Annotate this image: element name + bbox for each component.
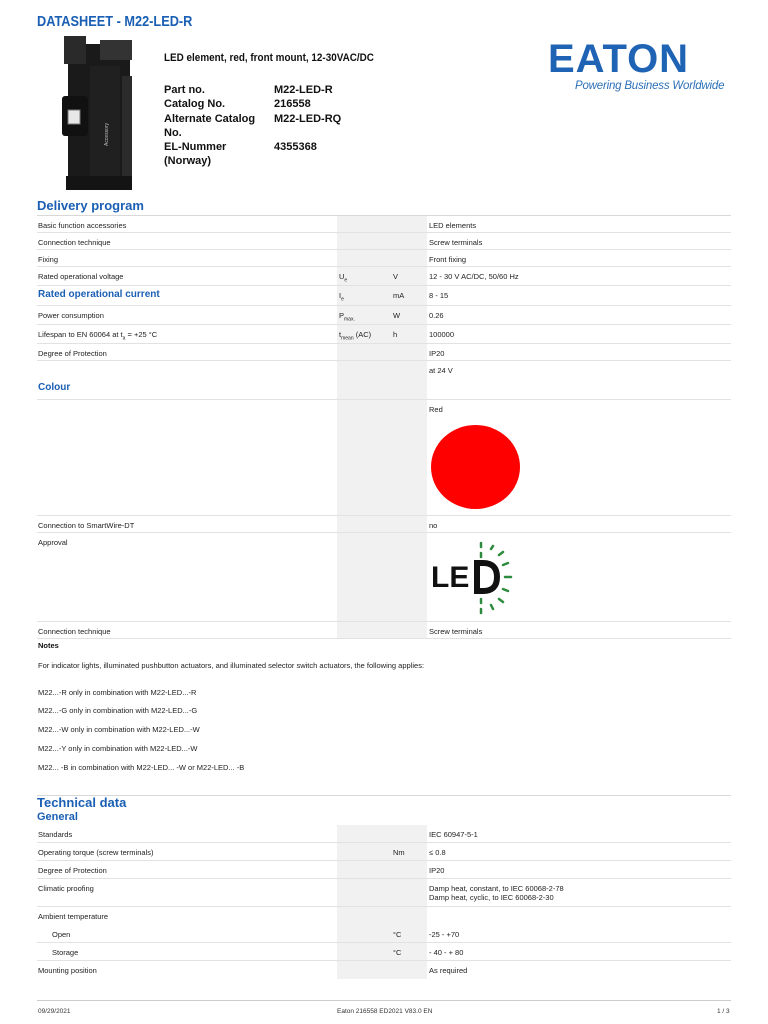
table-row [37,943,731,961]
cell-symbol: $I_e$ [337,286,391,305]
table-row [37,879,731,907]
table-row [37,843,731,861]
cell-value: Screw terminals [429,238,483,247]
cell-symbol [337,233,391,249]
svg-text:Accessory: Accessory [104,122,110,146]
cell-unit [391,361,427,378]
table-row [37,400,731,417]
cell-label: Connection technique [38,627,111,636]
cell-value: Red [429,405,443,414]
cell-label: Connection technique [38,238,111,247]
climatic-line: Damp heat, constant, to IEC 60068-2-78 [429,884,564,893]
product-photo [60,36,146,194]
svg-text:EATON: EATON [548,38,686,81]
table-row [37,286,731,306]
table-row [37,516,731,533]
cell-unit: Nm [391,843,427,860]
cell-label: Colour [38,382,71,393]
cell-label: Fixing [38,255,59,264]
cell-label: Connection to SmartWire-DT [38,521,135,530]
cell-value [429,533,729,621]
cell-unit [391,622,427,638]
cell-unit: V [391,267,427,285]
table-row [37,361,731,378]
cell-value [429,378,729,399]
cell-value: at 24 V [429,366,453,375]
cell-symbol [337,533,391,621]
cell-value: ≤ 0.8 [429,848,446,857]
note-line: M22...-G only in combination with M22-LED...-G [38,706,198,715]
id-label: Alternate Catalog No. [164,112,256,139]
cell-unit [391,378,427,399]
cell-symbol [337,879,391,906]
table-row [37,925,731,943]
general-subtitle: General [37,811,78,823]
cell-label: Climatic proofing [38,884,94,893]
cell-symbol [337,417,391,515]
table-row [37,417,731,516]
divider [37,795,731,796]
id-value: 216558 [274,98,311,111]
cell-label: Rated operational voltage [38,272,124,281]
cell-value: Screw terminals [429,627,483,636]
cell-label: Power consumption [38,311,104,320]
footer-page-number: 1 / 3 [717,1008,730,1015]
cell-label [38,417,336,515]
cell-symbol [337,843,391,860]
cell-unit [391,233,427,249]
cell-unit [391,516,427,532]
table-row [37,533,731,622]
id-label: Part no. [164,84,205,96]
cell-value [429,879,729,906]
cell-symbol [337,516,391,532]
cell-unit [391,417,427,515]
table-row [37,267,731,286]
cell-value: no [429,521,438,530]
id-label: Catalog No. [164,98,226,111]
table-row [37,250,731,267]
cell-unit [391,879,427,906]
cell-value: 8 - 15 [429,291,449,300]
svg-text:LE: LE [431,561,470,594]
cell-value: - 40 - + 80 [429,948,464,957]
cell-value: IP20 [429,349,445,358]
id-value: M22-LED-R [274,84,333,96]
table-row [37,233,731,250]
cell-value [429,907,729,925]
cell-label: Degree of Protection [38,349,107,358]
cell-symbol [337,361,391,378]
product-description: LED element, red, front mount, 12-30VAC/DC [164,52,374,64]
table-row [37,907,731,925]
cell-symbol [337,250,391,266]
cell-symbol [337,400,391,417]
id-value: M22-LED-RQ [274,112,342,125]
cell-symbol [337,825,391,842]
note-line: M22...-R only in combination with M22-LED...-R [38,688,197,697]
cell-label: Approval [38,538,68,547]
delivery-program-title: Delivery program [37,198,144,213]
cell-unit [391,344,427,360]
cell-value: Front fixing [429,255,467,264]
cell-unit: °C [391,925,427,942]
cell-value [429,417,729,515]
table-row [37,344,731,361]
cell-symbol [337,925,391,942]
cell-unit [391,961,427,979]
cell-unit [391,861,427,878]
cell-value: LED elements [429,221,477,230]
table-row [37,306,731,325]
cell-label: Mounting position [38,966,97,975]
cell-symbol [337,622,391,638]
cell-symbol [337,943,391,960]
note-line: M22... -B in combination with M22-LED... -W or M22-LED... -B [38,763,245,772]
cell-label: Lifespan to EN 60064 at $t_a = +25$ °C [38,330,158,342]
footer-divider [37,1000,731,1001]
cell-symbol [337,961,391,979]
cell-label: Rated operational current [38,289,160,300]
note-line: M22...-Y only in combination with M22-LED...-W [38,744,198,753]
cell-label: Degree of Protection [38,866,107,875]
note-line: For indicator lights, illuminated pushbutton actuators, and illuminated selector switch actuators, the following applies: [38,661,425,670]
cell-value: IP20 [429,866,445,875]
cell-symbol [337,216,391,232]
id-row-part-no [164,83,424,97]
id-row-catalog-no [164,97,424,111]
footer-date: 09/29/2021 [38,1008,71,1015]
cell-label: Standards [38,830,73,839]
cell-unit: h [391,325,427,343]
table-row [37,325,731,344]
id-value: 4355368 [274,141,317,154]
cell-symbol: $t_{mean}$ (AC) [337,325,391,343]
table-row [37,378,731,400]
table-row [37,216,731,233]
cell-label: Open [52,930,71,939]
cell-value: As required [429,966,468,975]
id-row-alt-catalog-no [164,112,424,141]
cell-symbol [337,861,391,878]
cell-label: Ambient temperature [38,912,109,921]
cell-value: -25 - +70 [429,930,460,939]
cell-symbol [337,378,391,399]
cell-label [38,361,336,378]
table-row [37,961,731,979]
cell-unit [391,250,427,266]
notes-title: Notes [38,641,59,650]
eaton-tagline: Powering Business Worldwide [575,80,725,92]
cell-symbol [337,344,391,360]
cell-value: 12 - 30 V AC/DC, 50/60 Hz [429,272,519,281]
cell-unit [391,825,427,842]
cell-unit: °C [391,943,427,960]
id-row-el-nummer [164,140,424,169]
cell-value: 0.26 [429,311,444,320]
cell-unit [391,907,427,925]
table-row [37,825,731,843]
colour-swatch [431,425,520,509]
cell-label: Basic function accessories [38,221,127,230]
id-label: EL-Nummer (Norway) [164,141,227,168]
note-line: M22...-W only in combination with M22-LED...-W [38,725,200,734]
cell-unit [391,400,427,417]
climatic-line: Damp heat, cyclic, to IEC 60068-2-30 [429,893,554,902]
cell-value: 100000 [429,330,455,339]
product-identifiers [164,83,424,169]
cell-unit [391,216,427,232]
cell-symbol: $U_e$ [337,267,391,285]
cell-unit: W [391,306,427,324]
cell-label: Storage [52,948,79,957]
cell-label [38,400,336,417]
cell-label: Operating torque (screw terminals) [38,848,154,857]
cell-unit: mA [391,286,427,305]
datasheet-title: DATASHEET - M22-LED-R [37,13,193,30]
table-row [37,622,731,639]
technical-data-title: Technical data [37,795,127,810]
cell-symbol: $P_{max.}$ [337,306,391,324]
table-row [37,861,731,879]
led-approval-icon [431,539,523,615]
cell-symbol [337,907,391,925]
cell-value: IEC 60947-5-1 [429,830,478,839]
footer-doc-id: Eaton 216558 ED2021 V83.0 EN [337,1008,433,1015]
cell-unit [391,533,427,621]
